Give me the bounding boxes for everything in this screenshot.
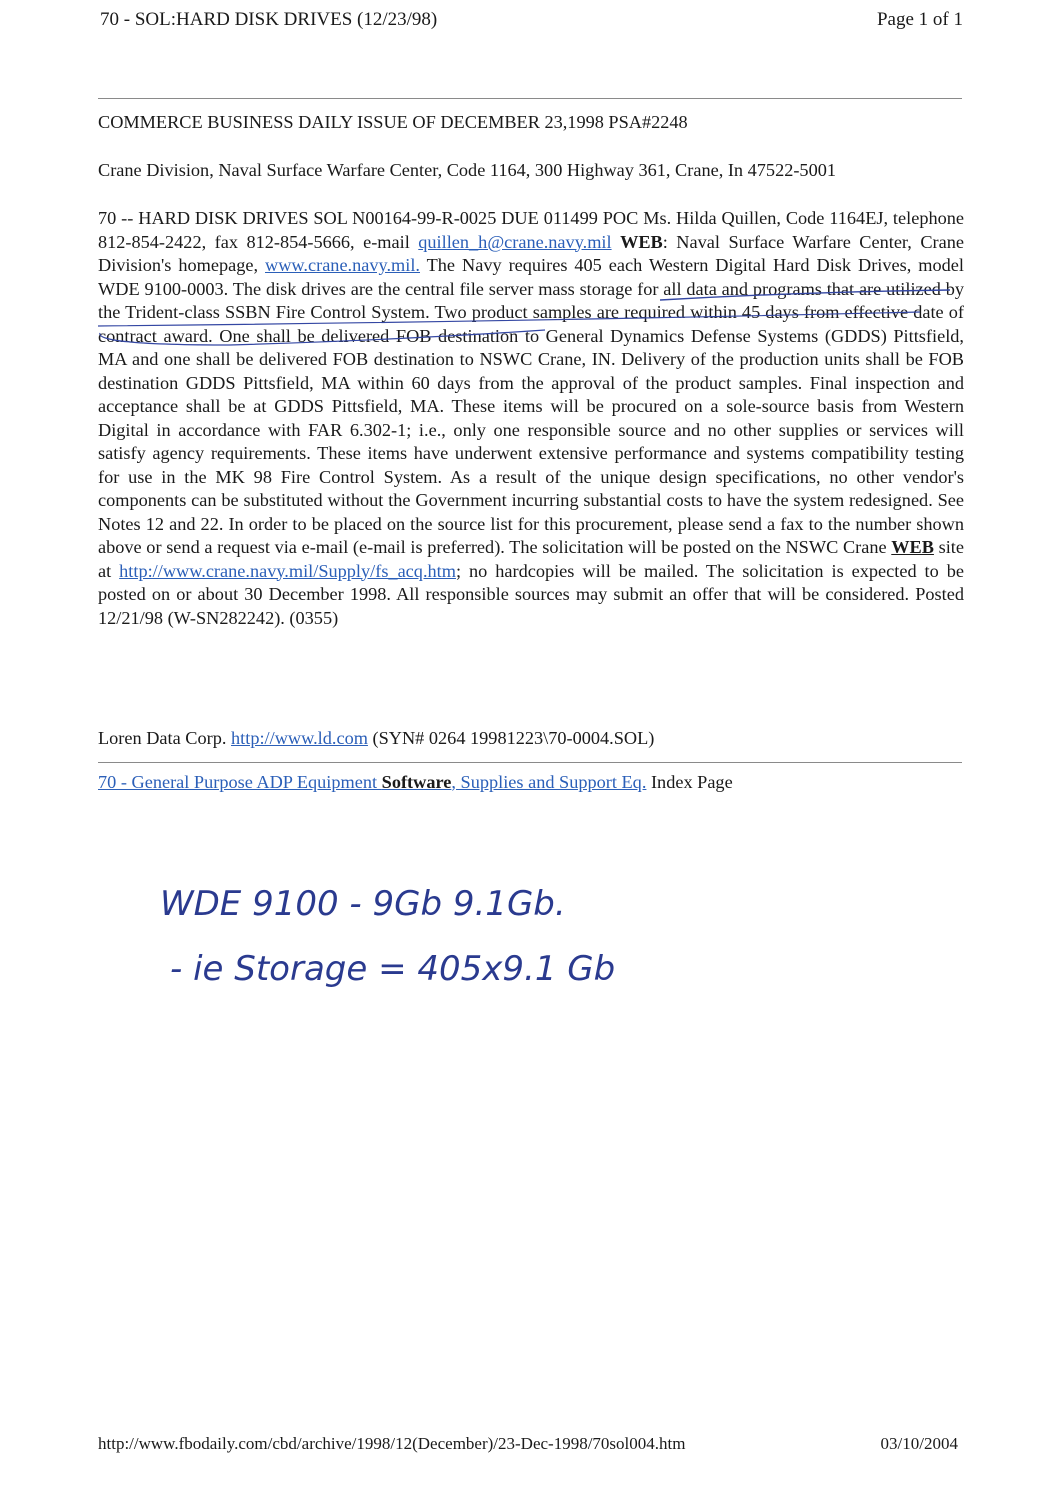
category-link-text: , Supplies and Support Eq. — [451, 772, 647, 792]
handwriting-line-1: WDE 9100 - 9Gb 9.1Gb. — [160, 884, 566, 924]
bottom-divider — [98, 762, 962, 763]
category-line — [98, 772, 733, 793]
issue-line: COMMERCE BUSINESS DAILY ISSUE OF DECEMBER 23,1998 PSA#2248 — [98, 112, 688, 132]
body-text-4: site at — [98, 537, 964, 581]
handwriting-line-2: - ie Storage = 405x9.1 Gb — [170, 949, 616, 989]
top-divider — [98, 98, 962, 99]
homepage-link[interactable]: www.crane.navy.mil. — [265, 255, 420, 275]
footer-date: 03/10/2004 — [880, 1434, 958, 1453]
body-text-2: : Naval Surface Warfare Center, Crane Division's homepage, — [98, 231, 964, 275]
source-prefix: Loren Data Corp. — [98, 728, 232, 748]
source-line — [98, 728, 654, 749]
body-text-5: ; no hardcopies will be mailed. The solicitation is expected to be posted on or about 30 December 1998. All responsible sources may submit an offer that will be considered. Posted 12/21/98 (W-SN282242). (0355) — [98, 560, 964, 628]
source-suffix: (SYN# 0264 19981223\70-0004.SOL) — [367, 728, 655, 748]
category-link-bold: Software — [381, 772, 452, 792]
category-link[interactable] — [98, 772, 646, 792]
solicitation-link[interactable]: http://www.crane.navy.mil/Supply/fs_acq.htm — [119, 560, 456, 581]
body-text-3: The Navy requires 405 each Western Digital Hard Disk Drives, model WDE 9100-0003. The disk drives are the central file server mass storage for all data and programs that are utilized by the Trident-class SSBN Fire Control System. Two product samples are required within 45 days from effective date of contract award. One shall be delivered FOB destination to General Dynamics Defense Systems (GDDS) Pittsfield, MA and one shall be delivered FOB destination to NSWC Crane, IN. Delivery of the production units shall be FOB destination GDDS Pittsfield, MA within 60 days from the approval of the product samples. Final inspection and acceptance shall be at GDDS Pittsfield, MA. These items will be procured on a sole-source basis from Western Digital in accordance with FAR 6.302-1; i.e., only one responsible source and no other supplies or services will satisfy agency requirements. These items have underwent extensive performance and systems compatibility testing for use in the MK 98 Fire Control System. As a result of the unique design specifications, no other vendor's components can be substituted without the Government incurring substantial costs to have the system redesigned. See Notes 12 and 22. In order to be placed on the source list for this procurement, please send a fax to the number shown above or send a request via e-mail (e-mail is preferred). The solicitation will be posted on the NSWC Crane — [98, 255, 964, 557]
address-line: Crane Division, Naval Surface Warfare Center, Code 1164, 300 Highway 361, Crane, In 47522-5001 — [98, 160, 836, 180]
web-label: WEB — [620, 231, 663, 252]
email-link[interactable]: quillen_h@crane.navy.mil — [418, 231, 612, 252]
web-label: WEB — [891, 537, 934, 557]
document-title: 70 - SOL:HARD DISK DRIVES (12/23/98) — [100, 9, 438, 30]
source-link[interactable]: http://www.ld.com — [231, 728, 368, 748]
page-number: Page 1 of 1 — [876, 9, 963, 30]
body-text-1: 70 -- HARD DISK DRIVES SOL N00164-99-R-0025 DUE 011499 POC Ms. Hilda Quillen, Code 1164EJ, telephone 812-854-2422, fax 812-854-5666, e-mail — [98, 208, 964, 252]
footer-url: http://www.fbodaily.com/cbd/archive/1998/12(December)/23-Dec-1998/70sol004.htm — [98, 1434, 686, 1453]
handwritten-annotation — [100, 850, 740, 1010]
notice-body — [98, 207, 964, 630]
index-page-label: Index Page — [646, 772, 733, 792]
category-link-text: 70 - General Purpose ADP Equipment — [98, 772, 382, 792]
